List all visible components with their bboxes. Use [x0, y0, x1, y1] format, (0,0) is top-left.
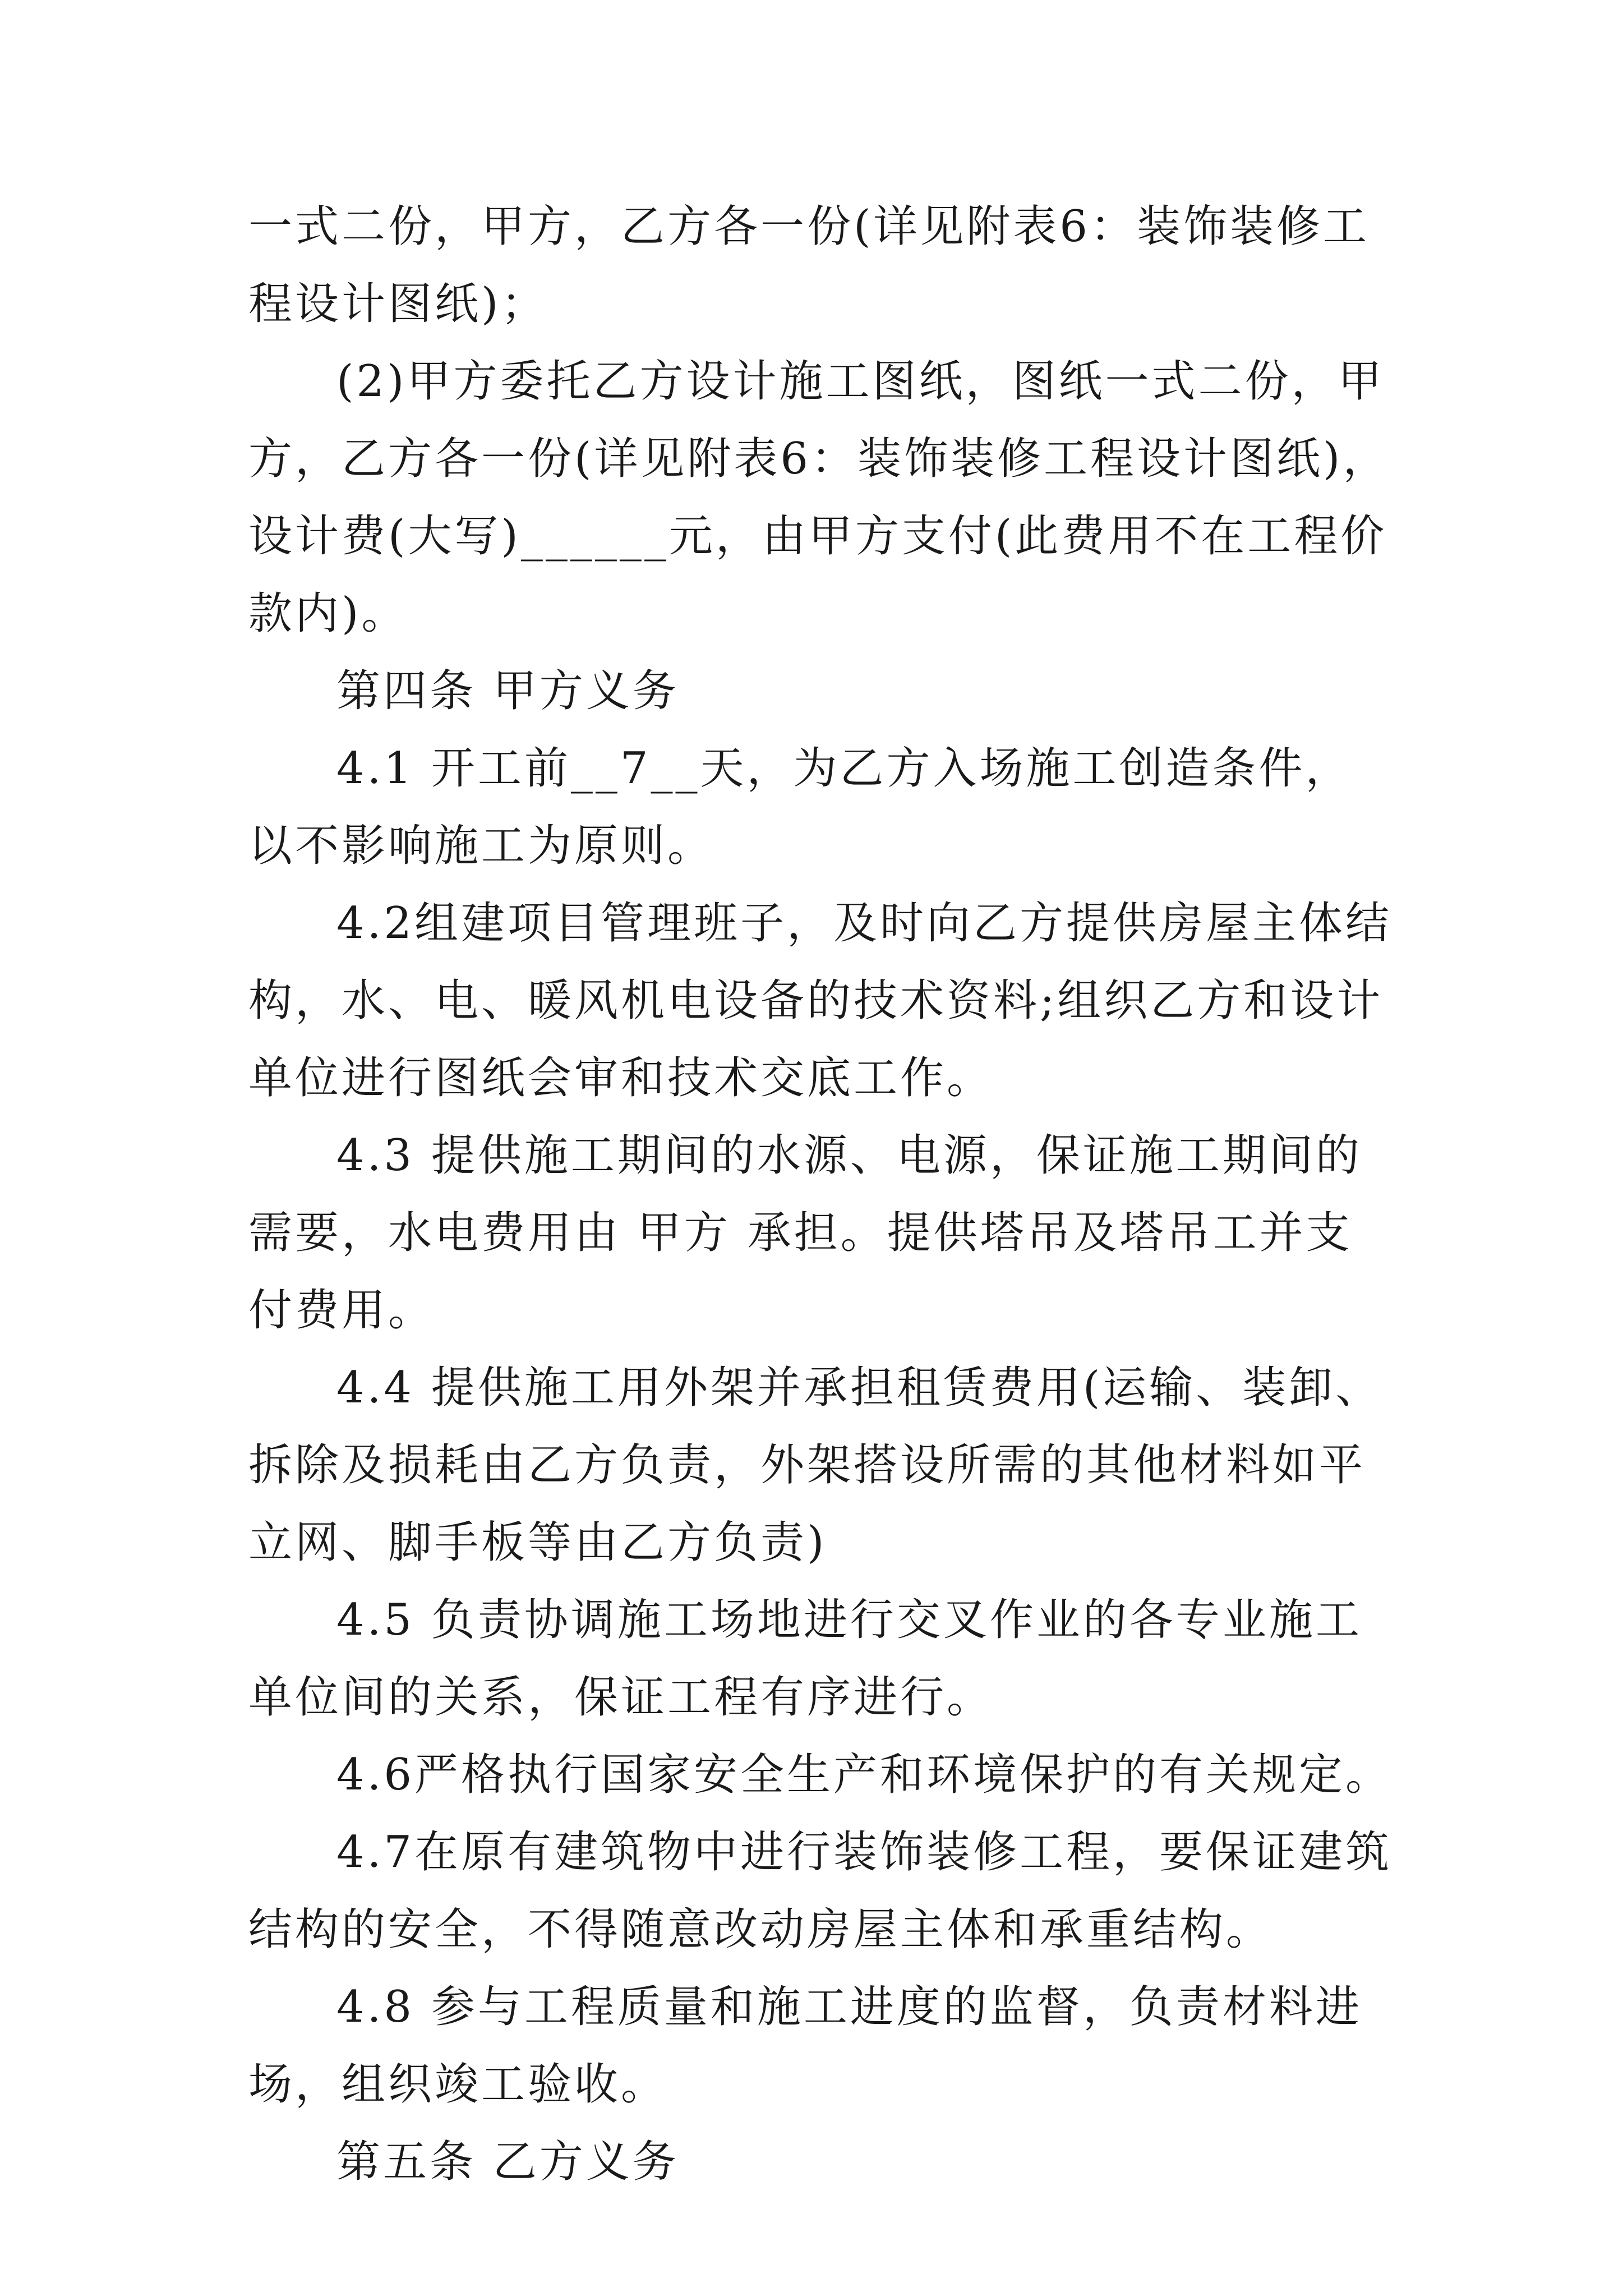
- document-body: [248, 188, 1393, 2201]
- paragraph-continuation: 一式二份，甲方，乙方各一份(详见附表6：装饰装修工程设计图纸)；: [248, 201, 1370, 329]
- clause-4-1: 4.1 开工前__7__天，为乙方入场施工创造条件，以不影响施工为原则。: [248, 743, 1352, 871]
- section-heading-article-5: 第五条 乙方义务: [336, 2137, 679, 2187]
- clause-4-3: 4.3 提供施工期间的水源、电源，保证施工期间的需要，水电费用由 甲方 承担。提供塔吊及塔吊工并支付费用。: [248, 1130, 1362, 1336]
- clause-4-6: 4.6严格执行国家安全生产和环境保护的有关规定。: [336, 1750, 1393, 1800]
- paragraph-design-drawings: (2)甲方委托乙方设计施工图纸，图纸一式二份，甲方，乙方各一份(详见附表6：装饰装修工程设计图纸)，设计费(大写)______元，由甲方支付(此费用不在工程价款内)。: [248, 356, 1390, 639]
- clause-4-7: 4.7在原有建筑物中进行装饰装修工程，要保证建筑结构的安全，不得随意改动房屋主体和承重结构。: [248, 1827, 1393, 1955]
- clause-4-5: 4.5 负责协调施工场地进行交叉作业的各专业施工单位间的关系，保证工程有序进行。: [248, 1595, 1362, 1723]
- clause-4-8: 4.8 参与工程质量和施工进度的监督，负责材料进场，组织竣工验收。: [248, 1982, 1362, 2110]
- clause-4-2: 4.2组建项目管理班子，及时向乙方提供房屋主体结构，水、电、暖风机电设备的技术资料;组织乙方和设计单位进行图纸会审和技术交底工作。: [248, 898, 1393, 1103]
- clause-4-4: 4.4 提供施工用外架并承担租赁费用(运输、装卸、拆除及损耗由乙方负责，外架搭设所需的其他材料如平立网、脚手板等由乙方负责): [248, 1363, 1382, 1568]
- section-heading-article-4: 第四条 甲方义务: [336, 666, 679, 716]
